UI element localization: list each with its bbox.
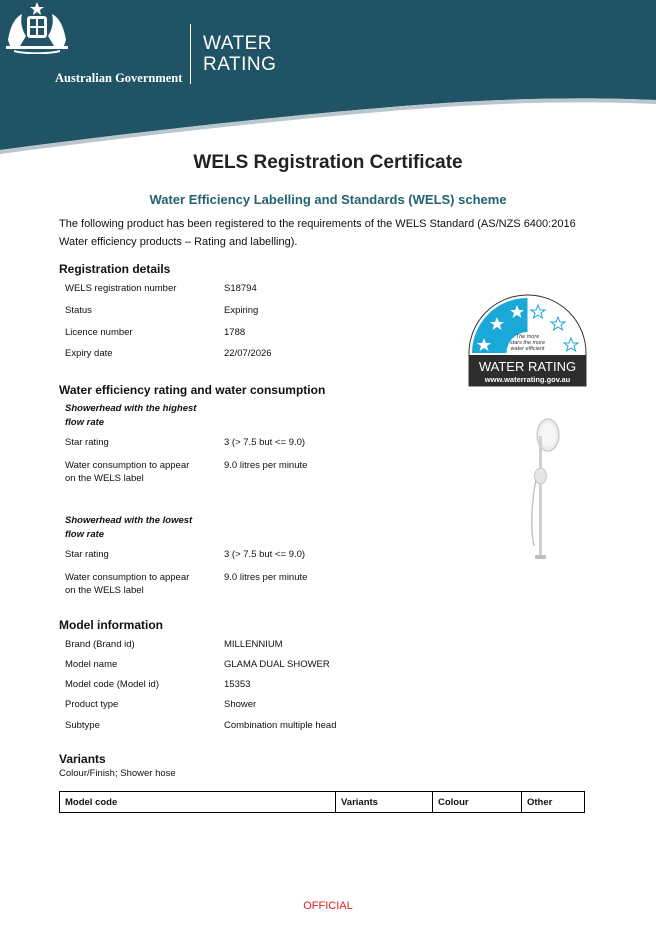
badge-url: www.waterrating.gov.au <box>484 375 571 384</box>
model-name-value: GLAMA DUAL SHOWER <box>224 659 330 670</box>
variants-table <box>59 791 585 813</box>
lowest-flow-heading <box>65 514 192 542</box>
lowest-consumption-label-line-2: on the WELS label <box>65 585 144 596</box>
product-type-value: Shower <box>224 699 257 710</box>
highest-consumption-label <box>65 459 189 485</box>
licence-value: 1788 <box>224 327 246 338</box>
water-rating-logo-text <box>203 33 276 75</box>
highest-consumption-label-line-1: Water consumption to appear <box>65 460 190 471</box>
column-header-other: Other <box>522 792 585 813</box>
expiry-label: Expiry date <box>65 348 113 359</box>
highest-star-label: Star rating <box>65 437 109 448</box>
status-label: Status <box>65 305 92 316</box>
highest-flow-heading-line-2: flow rate <box>65 417 105 428</box>
government-name: Australian Government <box>55 71 183 85</box>
status-value: Expiring <box>224 305 259 316</box>
registration-heading: Registration details <box>59 262 171 276</box>
model-code-label: Model code (Model id) <box>65 679 159 690</box>
highest-consumption-label-line-2: on the WELS label <box>65 473 144 484</box>
highest-flow-heading <box>65 402 196 430</box>
shower-product-image <box>522 418 562 563</box>
badge-title: WATER RATING <box>478 359 577 374</box>
variants-heading: Variants <box>59 752 106 766</box>
lowest-flow-heading-line-1: Showerhead with the lowest <box>65 515 193 526</box>
variants-table-header-row <box>60 792 585 813</box>
model-heading: Model information <box>59 618 163 632</box>
column-header-variants: Variants <box>336 792 433 813</box>
column-header-colour: Colour <box>433 792 522 813</box>
lowest-consumption-label-line-1: Water consumption to appear <box>65 572 190 583</box>
brand-value: MILLENNIUM <box>224 639 283 650</box>
lowest-flow-heading-line-2: flow rate <box>65 529 105 540</box>
efficiency-heading: Water efficiency rating and water consumption <box>59 383 326 397</box>
header-banner <box>0 0 656 160</box>
star-rating-label-icon <box>467 293 588 388</box>
badge-caption-line-3: water efficient <box>510 346 545 352</box>
page-subtitle: Water Efficiency Labelling and Standards (WELS) scheme <box>149 192 507 207</box>
model-name-label: Model name <box>65 659 118 670</box>
registration-label: WELS registration number <box>65 283 177 294</box>
product-type-label: Product type <box>65 699 119 710</box>
subtype-label: Subtype <box>65 720 100 731</box>
subtype-value: Combination multiple head <box>224 720 337 731</box>
highest-consumption-value: 9.0 litres per minute <box>224 460 308 471</box>
lowest-star-value: 3 (> 7.5 but <= 9.0) <box>224 549 306 560</box>
badge-caption-line-2: stars the more <box>509 340 546 346</box>
badge-caption-line-1: The more <box>515 334 540 340</box>
logo-line-2: RATING <box>203 54 277 75</box>
lowest-consumption-value: 9.0 litres per minute <box>224 572 308 583</box>
licence-label: Licence number <box>65 327 133 338</box>
water-rating-badge <box>467 293 588 388</box>
page-title: WELS Registration Certificate <box>193 152 463 173</box>
security-classification: OFFICIAL <box>303 900 353 912</box>
lowest-star-label: Star rating <box>65 549 109 560</box>
column-header-model-code: Model code <box>60 792 336 813</box>
lowest-consumption-label <box>65 571 189 597</box>
registration-value: S18794 <box>224 283 257 294</box>
expiry-value: 22/07/2026 <box>224 348 272 359</box>
logo-divider <box>190 24 191 84</box>
coat-of-arms-icon <box>0 0 74 54</box>
brand-label: Brand (Brand id) <box>65 639 135 650</box>
intro-paragraph: The following product has been registered to the requirements of the WELS Standard (AS/NZS 6400:2016 Water efficiency products – Rating and labelling). <box>59 218 576 248</box>
highest-flow-heading-line-1: Showerhead with the highest <box>65 403 197 414</box>
highest-star-value: 3 (> 7.5 but <= 9.0) <box>224 437 306 448</box>
variants-note: Colour/Finish; Shower hose <box>59 768 176 779</box>
logo-line-1: WATER <box>203 33 272 54</box>
model-code-value: 15353 <box>224 679 251 690</box>
